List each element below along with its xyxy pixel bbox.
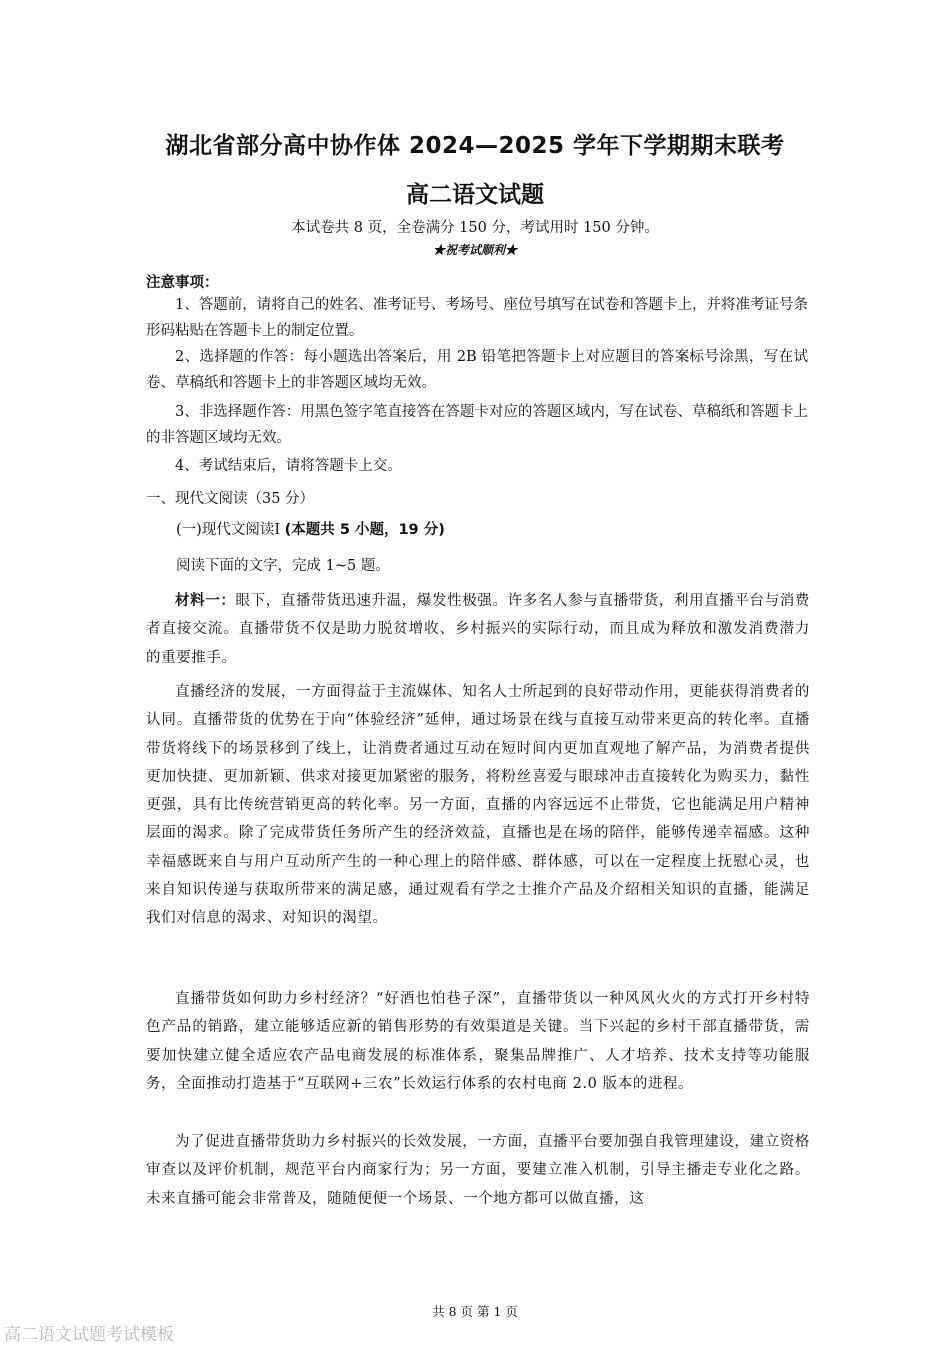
notice-item: 2、选择题的作答：每小题选出答案后，用 2B 铅笔把答题卡上对应题目的答案标号涂黑，写在试卷、草稿纸和答题卡上的非答题区域均无效。: [146, 349, 808, 391]
notice-item: 4、考试结束后，请将答题卡上交。: [175, 458, 402, 474]
exam-title: 湖北省部分高中协作体 2024—2025 学年下学期期末联考: [165, 133, 785, 159]
subsection-prefix: (一)现代文阅读Ⅰ: [176, 522, 281, 538]
subsection-detail: (本题共 5 小题，19 分): [284, 522, 445, 538]
reading-instruction: 阅读下面的文字，完成 1~5 题。: [176, 558, 390, 574]
material-label: 材料一：: [175, 592, 236, 609]
material-paragraph-4: 为了促进直播带货助力乡村振兴的长效发展，一方面，直播平台要加强自我管理建设，建立资格审查以及评价机制，规范平台内商家行为；另一方面，要建立准入机制，引导主播走专业化之路。未来直播可能会非常普及，随随便便一个场景、一个地方都可以做直播，这: [146, 1134, 810, 1207]
subsection-heading: [176, 518, 445, 539]
material-paragraph-3: 直播带货如何助力乡村经济？“好酒也怕巷子深”，直播带货以一种风风火火的方式打开乡村特色产品的销路，建立能够适应新的销售形势的有效渠道是关键。当下兴起的乡村干部直播带货，需要加快建立健全适应农产品电商发展的标准体系，聚集品牌推广、人才培养、技术支持等功能服务，全面推动打造基于“互联网+三农”长效运行体系的农村电商 2.0 版本的进程。: [146, 991, 810, 1092]
section-heading: 一、现代文阅读（35 分）: [146, 491, 315, 507]
notice-item: 3、非选择题作答：用黑色签字笔直接答在答题卡对应的答题区域内，写在试卷、草稿纸和答题卡上的非答题区域均无效。: [146, 404, 808, 446]
material-paragraph-1: [146, 587, 810, 672]
notice-item: 1、答题前，请将自己的姓名、准考证号、考场号、座位号填写在试卷和答题卡上，并将准考证号条形码粘贴在答题卡上的制定位置。: [146, 297, 808, 339]
page-number: 共 8 页 第 1 页: [432, 1304, 518, 1319]
exam-info: 本试卷共 8 页，全卷满分 150 分，考试用时 150 分钟。: [291, 220, 659, 236]
good-luck-line: ★祝考试顺利★: [432, 243, 517, 257]
notice-heading: 注意事项：: [146, 275, 219, 291]
material-text: 眼下，直播带货迅速升温，爆发性极强。许多名人参与直播带货，利用直播平台与消费者直接交流。直播带货不仅是助力脱贫增收、乡村振兴的实际行动，而且成为释放和激发消费潜力的重要推手。: [146, 593, 810, 666]
watermark-text: 高二语文试题考试模板: [4, 1325, 174, 1345]
material-paragraph-2: 直播经济的发展，一方面得益于主流媒体、知名人士所起到的良好带动作用，更能获得消费者的认同。直播带货的优势在于向“体验经济”延伸，通过场景在线与直接互动带来更高的转化率。直播带货将线下的场景移到了线上，让消费者通过互动在短时间内更加直观地了解产品，为消费者提供更加快捷、更加新颖、供求对接更加紧密的服务，将粉丝喜爱与眼球冲击直接转化为购买力，黏性更强，具有比传统营销更高的转化率。另一方面，直播的内容远远不止带货，它也能满足用户精神层面的渴求。除了完成带货任务所产生的经济效益，直播也是在场的陪伴，能够传递幸福感。这种幸福感既来自与用户互动所产生的一种心理上的陪伴感、群体感，可以在一定程度上抚慰心灵，也来自知识传递与获取所带来的满足感，通过观看有学之士推介产品及介绍相关知识的直播，能满足我们对信息的渴求、对知识的渴望。: [146, 684, 810, 927]
exam-subtitle: 高二语文试题: [406, 182, 544, 208]
